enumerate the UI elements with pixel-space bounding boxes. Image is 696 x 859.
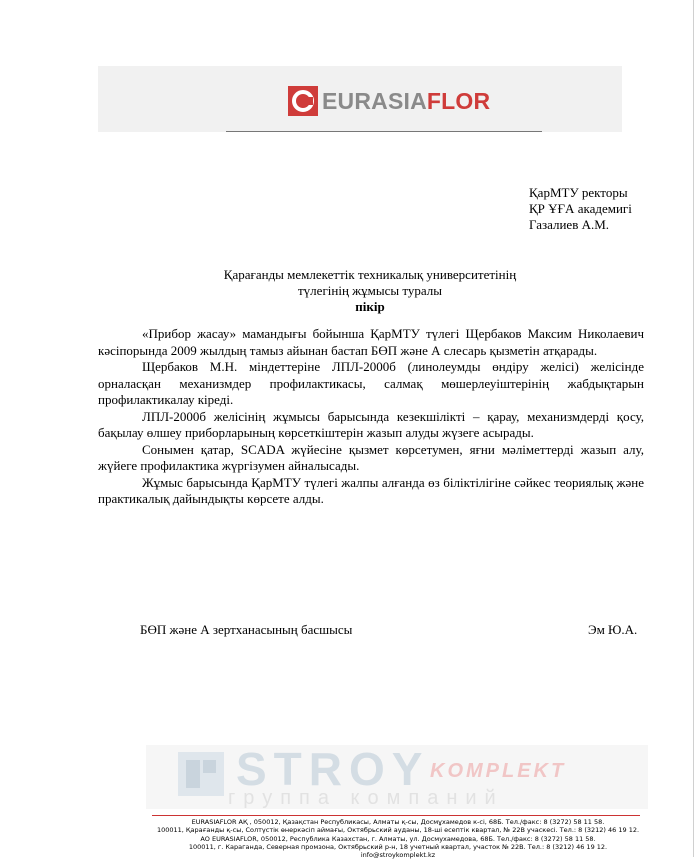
body-paragraph: Щербаков М.Н. міндеттеріне ЛПЛ-2000б (линолеумды өндіру желісі) желісінде орналасқан механизмдер профилактикасы, салмақ мөшерлеуіштерінің жабдықтарын профилактикалау кіреді. — [98, 359, 644, 407]
footer-contact-line: EURASIAFLOR АҚ , 050012, Қазақстан Республикасы, Алматы қ-сы, Досмұхамедов к-сі, 68Б. Тел./факс: 8 (3272) 58 11 58. — [191, 818, 605, 826]
footer-contact-line: 100011, г. Караганда, Северная промзона, Октябрьский р-н, 18 учетный квартал, участок № 22В. Тел.: 8 (3212) 46 19 12. — [188, 842, 608, 851]
title-line: түлегінің жұмысы туралы — [298, 283, 442, 298]
footer-email[interactable]: info@stroykomplekt.kz — [360, 851, 436, 859]
page-edge — [693, 0, 694, 857]
body-paragraph: Жұмыс барысында ҚарМТУ түлегі жалпы алғанда өз біліктілігіне сәйкес теориялық және практикалық дайындықты көрсете алды. — [98, 474, 644, 506]
title-line: Қарағанды мемлекеттік техникалық университетінің — [223, 267, 517, 282]
footer-tagline: группа компаний — [228, 787, 504, 809]
body-paragraph: «Прибор жасау» мамандығы бойынша ҚарМТУ түлегі Щербаков Максим Николаевич кәсіпорында 2009 жылдың тамыз айынан бастап БӨП және А слесарь қызметін атқарады. — [98, 326, 644, 358]
body-paragraph: ЛПЛ-2000б желісінің жұмысы барысында кезекшілікті – қарау, механизмдерді қосу, бақылау өлшеу приборларының көрсеткіштерін жазып алуды жүзеге асырады. — [98, 408, 644, 440]
eurasiaflor-logo — [288, 83, 490, 119]
logo-text-eurasia: EURASIA — [322, 87, 427, 114]
eurasiaflor-logo-icon — [288, 86, 318, 116]
addressee-line: ҚарМТУ ректоры — [529, 185, 628, 200]
footer-brand-sub: KOMPLEKT — [430, 760, 567, 782]
title-heading: пікір — [355, 299, 385, 314]
footer-contacts — [140, 818, 656, 859]
footer-contact-line: АО EURASIAFLOR, 050012, Республика Казахстан, г. Алматы, ул. Досмухамедова, 68Б. Тел./факс: 8 (3272) 58 11 58. — [200, 834, 596, 843]
document-title — [100, 267, 640, 315]
signature-position: БӨП және А зертханасының басшысы — [140, 622, 353, 637]
addressee-block — [529, 185, 632, 233]
letterhead-divider — [226, 131, 542, 132]
footer-brand-main: STROY — [236, 743, 430, 795]
letterhead — [98, 66, 622, 132]
body-paragraph: Сонымен қатар, SCADA жүйесіне қызмет көрсетумен, яғни мәліметтерді жазып алу, жүйеге профилактика жүргізумен айналысады. — [98, 441, 644, 473]
footer-contact-line: 100011, Қарағанды қ-сы, Солтүстік өнеркәсіп аймағы, Октябрьский ауданы, 18-ші есептік квартал, № 22В учаскесі. Тел.: 8 (3212) 46 19 12. — [156, 826, 640, 835]
stroykomplekt-logo-icon — [176, 750, 226, 798]
footer-divider — [152, 815, 640, 816]
signature-name: Эм Ю.А. — [588, 622, 638, 637]
addressee-line: Газалиев А.М. — [529, 217, 610, 232]
document-body — [98, 326, 644, 508]
logo-text-flor: FLOR — [426, 87, 491, 114]
addressee-line: ҚР ҰҒА академигі — [529, 201, 632, 216]
